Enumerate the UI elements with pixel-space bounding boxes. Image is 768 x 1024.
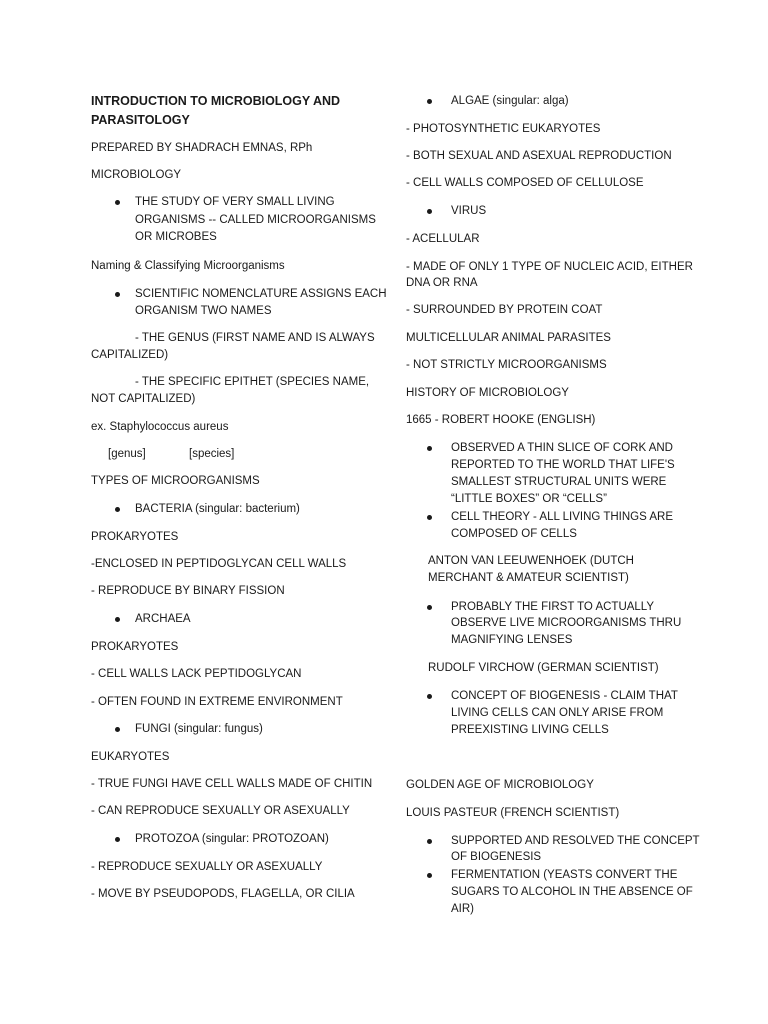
genus-line-2: CAPITALIZED) — [91, 349, 169, 361]
bullet-icon — [427, 839, 432, 844]
virchow-heading: RUDOLF VIRCHOW (GERMAN SCIENTIST) — [428, 662, 659, 674]
not-micro-line: - NOT STRICTLY MICROORGANISMS — [406, 359, 607, 371]
study-line-3: OR MICROBES — [135, 231, 217, 243]
study-line-2: ORGANISMS -- CALLED MICROORGANISMS — [135, 214, 376, 226]
biogenesis-line-1: CONCEPT OF BIOGENESIS - CLAIM THAT — [451, 690, 678, 702]
epithet-line-1: - THE SPECIFIC EPITHET (SPECIES NAME, — [135, 376, 370, 388]
bullet-icon — [427, 209, 432, 214]
photosynthetic-line: - PHOTOSYNTHETIC EUKARYOTES — [406, 123, 601, 135]
prokaryotes-label-2: PROKARYOTES — [91, 641, 179, 653]
acellular-line: - ACELLULAR — [406, 233, 480, 245]
protein-coat-line: - SURROUNDED BY PROTEIN COAT — [406, 304, 603, 316]
cork-line-1: OBSERVED A THIN SLICE OF CORK AND — [451, 442, 673, 454]
extreme-environment-line: - OFTEN FOUND IN EXTREME ENVIRONMENT — [91, 696, 343, 708]
bullet-icon — [427, 99, 432, 104]
genus-tag: [genus] — [108, 448, 146, 460]
chitin-line: - TRUE FUNGI HAVE CELL WALLS MADE OF CHITIN — [91, 778, 373, 790]
bullet-icon — [427, 873, 432, 878]
eukaryotes-label: EUKARYOTES — [91, 751, 170, 763]
species-tag: [species] — [189, 448, 235, 460]
algae-item: ALGAE (singular: alga) — [451, 95, 569, 107]
bullet-icon — [115, 727, 120, 732]
genus-line-1: - THE GENUS (FIRST NAME AND IS ALWAYS — [135, 332, 375, 344]
bacteria-item: BACTERIA (singular: bacterium) — [135, 503, 300, 515]
reproduction-line: - BOTH SEXUAL AND ASEXUAL REPRODUCTION — [406, 150, 672, 162]
fungi-item: FUNGI (singular: fungus) — [135, 723, 263, 735]
bullet-icon — [115, 292, 120, 297]
fermentation-line-3: AIR) — [451, 903, 474, 915]
pasteur-heading: LOUIS PASTEUR (FRENCH SCIENTIST) — [406, 807, 620, 819]
bullet-icon — [115, 507, 120, 512]
prokaryotes-label-1: PROKARYOTES — [91, 531, 179, 543]
observe-line-2: OBSERVE LIVE MICROORGANISMS THRU — [451, 617, 682, 629]
supported-line-1: SUPPORTED AND RESOLVED THE CONCEPT — [451, 835, 700, 847]
epithet-line-2: NOT CAPITALIZED) — [91, 393, 196, 405]
microbiology-heading: MICROBIOLOGY — [91, 169, 182, 181]
cork-line-4: “LITTLE BOXES” OR “CELLS” — [451, 493, 607, 505]
bullet-icon — [115, 200, 120, 205]
golden-age-heading: GOLDEN AGE OF MICROBIOLOGY — [406, 779, 594, 791]
virus-item: VIRUS — [451, 205, 487, 217]
observe-line-1: PROBABLY THE FIRST TO ACTUALLY — [451, 601, 655, 613]
bullet-icon — [115, 617, 120, 622]
author-line: PREPARED BY SHADRACH EMNAS, RPh — [91, 142, 313, 154]
peptidoglycan-line: -ENCLOSED IN PEPTIDOGLYCAN CELL WALLS — [91, 558, 347, 570]
lack-peptidoglycan-line: - CELL WALLS LACK PEPTIDOGLYCAN — [91, 668, 302, 680]
study-line-1: THE STUDY OF VERY SMALL LIVING — [135, 196, 335, 208]
cell-theory-line-2: COMPOSED OF CELLS — [451, 528, 577, 540]
naming-heading: Naming & Classifying Microorganisms — [91, 260, 285, 272]
bullet-icon — [427, 446, 432, 451]
cellulose-line: - CELL WALLS COMPOSED OF CELLULOSE — [406, 177, 644, 189]
document-title: INTRODUCTION TO MICROBIOLOGY AND PARASITOLOGY — [91, 94, 341, 127]
leeuwenhoek-line-2: MERCHANT & AMATEUR SCIENTIST) — [428, 572, 629, 584]
nomenclature-line-1: SCIENTIFIC NOMENCLATURE ASSIGNS EACH — [135, 288, 387, 300]
bullet-icon — [427, 515, 432, 520]
observe-line-3: MAGNIFYING LENSES — [451, 634, 573, 646]
supported-line-2: OF BIOGENESIS — [451, 851, 542, 863]
cork-line-2: REPORTED TO THE WORLD THAT LIFE'S — [451, 459, 675, 471]
movement-line: - MOVE BY PSEUDOPODS, FLAGELLA, OR CILIA — [91, 888, 355, 900]
bullet-icon — [115, 837, 120, 842]
bullet-icon — [427, 605, 432, 610]
fermentation-line-1: FERMENTATION (YEASTS CONVERT THE — [451, 869, 678, 881]
fermentation-line-2: SUGARS TO ALCOHOL IN THE ABSENCE OF — [451, 886, 693, 898]
binary-fission-line: - REPRODUCE BY BINARY FISSION — [91, 585, 285, 597]
archaea-item: ARCHAEA — [135, 613, 191, 625]
biogenesis-line-2: LIVING CELLS CAN ONLY ARISE FROM — [451, 707, 664, 719]
example-line: ex. Staphylococcus aureus — [91, 421, 229, 433]
cell-theory-line-1: CELL THEORY - ALL LIVING THINGS ARE — [451, 511, 673, 523]
biogenesis-line-3: PREEXISTING LIVING CELLS — [451, 724, 609, 736]
history-heading: HISTORY OF MICROBIOLOGY — [406, 387, 569, 399]
protozoa-reproduce-line: - REPRODUCE SEXUALLY OR ASEXUALLY — [91, 861, 323, 873]
nucleic-line-2: DNA OR RNA — [406, 277, 478, 289]
nomenclature-line-2: ORGANISM TWO NAMES — [135, 305, 272, 317]
fungi-reproduce-line: - CAN REPRODUCE SEXUALLY OR ASEXUALLY — [91, 805, 350, 817]
multicellular-heading: MULTICELLULAR ANIMAL PARASITES — [406, 332, 611, 344]
hooke-heading: 1665 - ROBERT HOOKE (ENGLISH) — [406, 414, 596, 426]
leeuwenhoek-line-1: ANTON VAN LEEUWENHOEK (DUTCH — [428, 555, 634, 567]
bullet-icon — [427, 694, 432, 699]
types-heading: TYPES OF MICROORGANISMS — [91, 475, 260, 487]
cork-line-3: SMALLEST STRUCTURAL UNITS WERE — [451, 476, 667, 488]
protozoa-item: PROTOZOA (singular: PROTOZOAN) — [135, 833, 329, 845]
nucleic-line-1: - MADE OF ONLY 1 TYPE OF NUCLEIC ACID, EITHER — [406, 261, 693, 273]
